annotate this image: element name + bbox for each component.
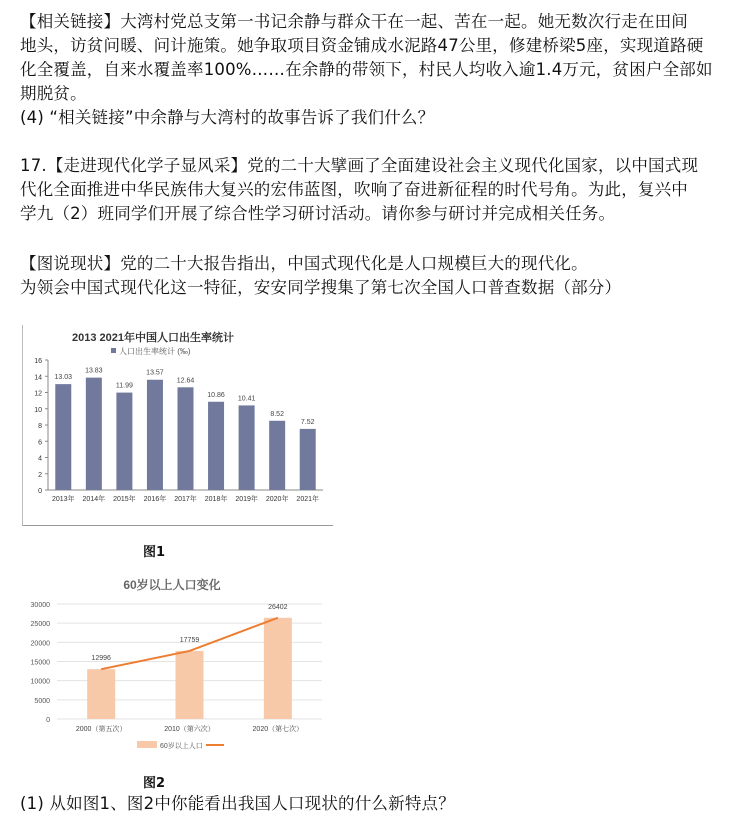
figure-2-caption: 图2 — [143, 776, 166, 791]
chart-title: 2013 2021年中国人口出生率统计 — [72, 332, 234, 344]
chart-title: 60岁以上人口变化 — [123, 578, 221, 592]
data-label: 13.83 — [85, 367, 103, 375]
x-tick-label: 2019年 — [235, 496, 258, 503]
legend-label: 60岁以上人口 — [160, 743, 203, 750]
data-label: 11.99 — [115, 382, 133, 390]
bar — [178, 387, 194, 490]
data-label: 13.57 — [146, 369, 164, 377]
y-tick-label: 10 — [34, 406, 42, 414]
text-line: 化全覆盖，自来水覆盖率100%……在余静的带领下，村民人均收入逾1.4万元，贫困户全部如 — [20, 60, 713, 79]
bar — [264, 618, 292, 719]
y-tick-label: 30000 — [30, 602, 50, 609]
legend-swatch — [111, 348, 116, 353]
y-tick-label: 25000 — [30, 621, 50, 629]
bar — [86, 378, 102, 490]
data-label: 26402 — [268, 603, 288, 611]
birth-rate-chart — [22, 325, 333, 526]
x-tick-label: 2000（第五次） — [75, 726, 127, 733]
text-line: 学九（2）班同学们开展了综合性学习研讨活动。请你参与研讨并完成相关任务。 — [20, 204, 616, 223]
text-line: 期脱贫。 — [20, 84, 87, 103]
data-label: 10.86 — [207, 391, 225, 399]
y-tick-label: 4 — [38, 455, 42, 463]
bar — [300, 429, 316, 490]
y-tick-label: 20000 — [30, 640, 50, 648]
x-tick-label: 2020（第七次） — [252, 726, 304, 733]
question-1: (1) 从如图1、图2中你能看出我国人口现状的什么新特点？ — [20, 794, 455, 813]
x-tick-label: 2021年 — [296, 496, 320, 503]
bar — [208, 402, 224, 490]
y-tick-label: 0 — [46, 717, 50, 724]
y-tick-label: 5000 — [34, 697, 50, 705]
bar — [176, 651, 204, 719]
y-tick-label: 2 — [38, 471, 42, 479]
data-label: 8.52 — [270, 410, 284, 418]
data-label: 12996 — [91, 655, 111, 663]
bar — [269, 421, 285, 490]
text-line: (4) “相关链接”中余静与大湾村的故事告诉了我们什么？ — [20, 108, 435, 127]
x-tick-label: 2018年 — [204, 496, 228, 503]
elderly-population-chart — [22, 572, 332, 762]
figure-1-caption: 图1 — [143, 545, 166, 560]
y-tick-label: 6 — [38, 439, 42, 447]
y-tick-label: 0 — [38, 488, 42, 495]
x-tick-label: 2020年 — [265, 496, 289, 503]
legend-label: 人口出生率统计 (‰) — [119, 347, 191, 356]
data-label: 17759 — [179, 636, 200, 644]
text-line: 【相关链接】大湾村党总支第一书记余静与群众干在一起、苦在一起。她无数次行走在田间 — [20, 12, 688, 31]
y-tick-label: 8 — [38, 423, 42, 430]
x-tick-label: 2015年 — [113, 496, 136, 503]
text-line: 代化全面推进中华民族伟大复兴的宏伟蓝图，吹响了奋进新征程的时代号角。为此，复兴中 — [20, 180, 688, 199]
x-tick-label: 2010（第六次） — [164, 726, 215, 733]
bar — [239, 405, 255, 490]
data-label: 7.52 — [300, 418, 315, 426]
data-label: 12.64 — [176, 377, 195, 385]
x-tick-label: 2016年 — [143, 496, 167, 503]
legend-swatch — [137, 741, 157, 748]
text-line: 17.【走进现代化学子显风采】党的二十大擘画了全面建设社会主义现代化国家，以中国式现 — [20, 156, 699, 175]
bar — [147, 380, 163, 490]
y-tick-label: 14 — [34, 374, 42, 382]
bar — [116, 393, 132, 490]
bar — [55, 384, 71, 490]
text-line: 为领会中国式现代化这一特征，安安同学搜集了第七次全国人口普查数据（部分） — [20, 278, 622, 297]
data-label: 13.03 — [54, 374, 73, 382]
y-tick-label: 15000 — [30, 659, 50, 667]
bar — [87, 669, 115, 719]
x-tick-label: 2017年 — [174, 496, 197, 503]
text-line: 地头，访贫问暖、问计施策。她争取项目资金铺成水泥路47公里，修建桥梁5座，实现道路硬 — [20, 36, 704, 55]
data-label: 10.41 — [237, 395, 256, 403]
text-line: 【图说现状】党的二十大报告指出，中国式现代化是人口规模巨大的现代化。 — [20, 254, 588, 273]
x-tick-label: 2013年 — [51, 496, 75, 503]
y-tick-label: 10000 — [30, 678, 50, 686]
y-tick-label: 12 — [34, 390, 42, 398]
x-tick-label: 2014年 — [82, 496, 106, 503]
y-tick-label: 16 — [34, 358, 42, 365]
